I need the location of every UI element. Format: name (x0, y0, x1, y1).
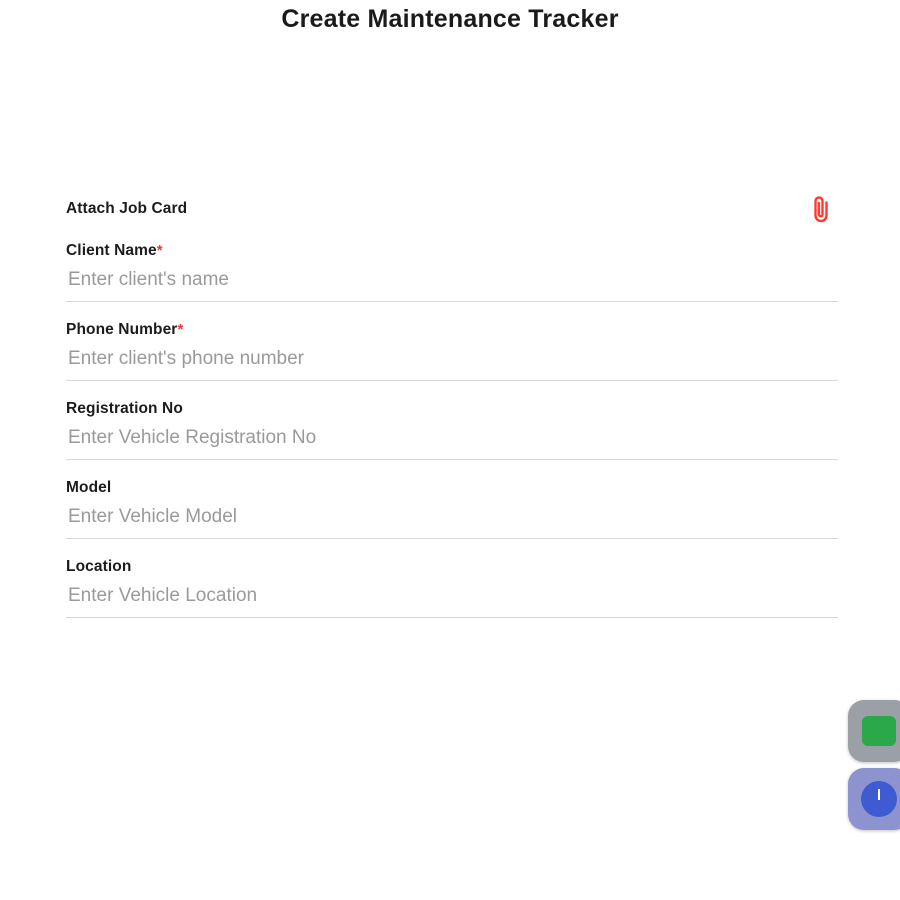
field-label-model: Model (66, 479, 112, 496)
label-text: Client Name (66, 242, 157, 259)
field-client-name (66, 242, 838, 302)
attach-job-card-row[interactable] (66, 186, 838, 232)
field-label-phone-number (66, 321, 838, 339)
field-label-registration-no: Registration No (66, 400, 183, 417)
paperclip-icon[interactable] (804, 192, 838, 226)
required-marker: * (177, 321, 184, 338)
field-label-client-name (66, 242, 838, 260)
whatsapp-button[interactable] (848, 700, 900, 762)
field-model (66, 479, 838, 539)
required-marker: * (156, 242, 163, 259)
page-title: Create Maintenance Tracker (281, 5, 619, 33)
clock-button[interactable] (848, 768, 900, 830)
phone-number-input[interactable] (66, 349, 838, 381)
field-location (66, 558, 838, 618)
maintenance-tracker-form (66, 186, 838, 618)
attach-job-card-label: Attach Job Card (66, 200, 188, 217)
location-input[interactable] (66, 586, 838, 618)
whatsapp-icon (862, 716, 896, 746)
field-label-location: Location (66, 558, 132, 575)
registration-no-input[interactable] (66, 428, 838, 460)
floating-action-buttons (848, 700, 900, 830)
field-phone-number (66, 321, 838, 381)
client-name-input[interactable] (66, 270, 838, 302)
clock-icon (861, 781, 897, 817)
model-input[interactable] (66, 507, 838, 539)
label-text: Phone Number (66, 321, 178, 338)
field-registration-no (66, 400, 838, 460)
